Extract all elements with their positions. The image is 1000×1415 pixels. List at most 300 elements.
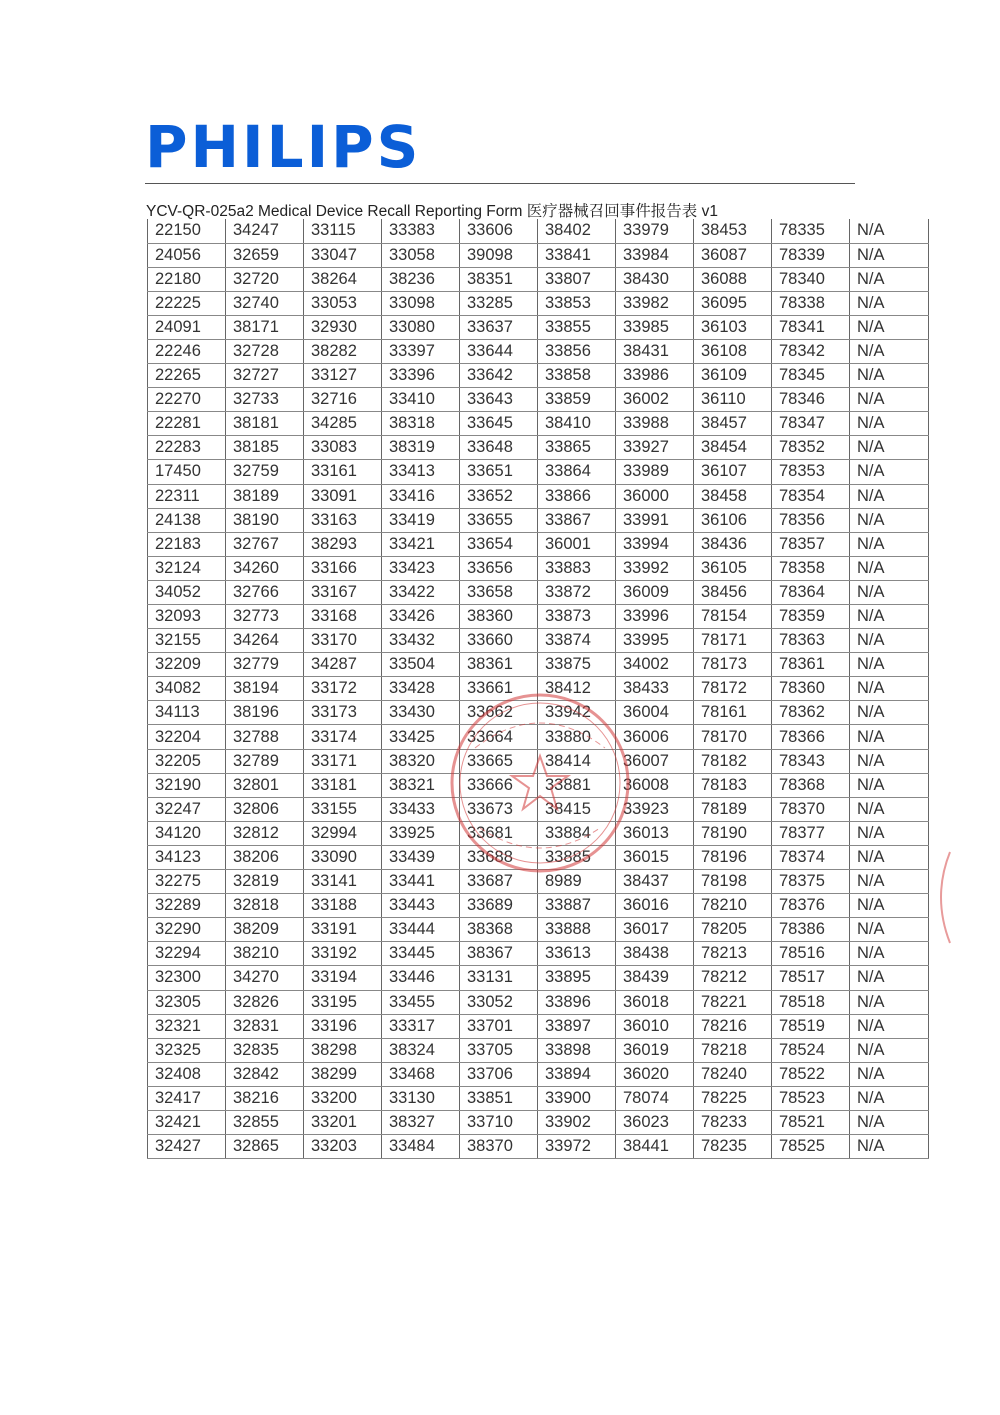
serial-number-cell: 33866 [538, 484, 616, 508]
serial-number-cell: 32720 [226, 267, 304, 291]
serial-number-cell: 33423 [382, 556, 460, 580]
serial-number-cell: 78357 [772, 532, 850, 556]
serial-number-cell: 33807 [538, 267, 616, 291]
serial-number-cell: 33194 [304, 966, 382, 990]
serial-number-cell: 78235 [694, 1135, 772, 1159]
status-cell: N/A [850, 243, 929, 267]
status-cell: N/A [850, 1038, 929, 1062]
serial-number-cell: 78233 [694, 1110, 772, 1134]
serial-number-cell: 38414 [538, 749, 616, 773]
serial-number-cell: 32209 [148, 653, 226, 677]
serial-number-cell: 33195 [304, 990, 382, 1014]
serial-number-cell: 33856 [538, 339, 616, 363]
table-row [148, 677, 929, 701]
serial-number-cell: 33642 [460, 364, 538, 388]
serial-number-cell: 33995 [616, 629, 694, 653]
status-cell: N/A [850, 1135, 929, 1159]
status-cell: N/A [850, 749, 929, 773]
serial-number-cell: 78516 [772, 942, 850, 966]
serial-number-cell: 38194 [226, 677, 304, 701]
serial-number-cell: 78190 [694, 821, 772, 845]
serial-number-cell: 38438 [616, 942, 694, 966]
serial-number-cell: 32290 [148, 918, 226, 942]
serial-number-cell: 33141 [304, 870, 382, 894]
table-row [148, 894, 929, 918]
serial-number-cell: 32205 [148, 749, 226, 773]
status-cell: N/A [850, 1062, 929, 1086]
serial-number-cell: 22265 [148, 364, 226, 388]
serial-number-cell: 78523 [772, 1086, 850, 1110]
serial-number-cell: 33433 [382, 797, 460, 821]
serial-number-cell: 32801 [226, 773, 304, 797]
form-title: YCV-QR-025a2 Medical Device Recall Reporting Form 医疗器械召回事件报告表 v1 [146, 203, 718, 220]
serial-number-cell: 78074 [616, 1086, 694, 1110]
serial-number-cell: 78359 [772, 605, 850, 629]
serial-number-cell: 32728 [226, 339, 304, 363]
philips-logo: PHILIPS [145, 113, 422, 181]
serial-number-cell: 32305 [148, 990, 226, 1014]
serial-number-cell: 78218 [694, 1038, 772, 1062]
serial-number-cell: 22225 [148, 291, 226, 315]
serial-number-cell: 33443 [382, 894, 460, 918]
serial-number-cell: 78353 [772, 460, 850, 484]
serial-number-cell: 78360 [772, 677, 850, 701]
status-cell: N/A [850, 532, 929, 556]
partial-seal-edge [930, 850, 952, 945]
serial-number-cell: 33047 [304, 243, 382, 267]
status-cell: N/A [850, 845, 929, 869]
serial-number-cell: 33992 [616, 556, 694, 580]
serial-number-cell: 33927 [616, 436, 694, 460]
serial-number-cell: 33441 [382, 870, 460, 894]
serial-number-cell: 78216 [694, 1014, 772, 1038]
serial-number-cell: 33661 [460, 677, 538, 701]
serial-number-cell: 33421 [382, 532, 460, 556]
serial-number-cell: 78518 [772, 990, 850, 1014]
table-row [148, 460, 929, 484]
serial-number-cell: 78240 [694, 1062, 772, 1086]
serial-number-cell: 33613 [538, 942, 616, 966]
status-cell: N/A [850, 942, 929, 966]
serial-number-cell: 36016 [616, 894, 694, 918]
serial-number-cell: 33897 [538, 1014, 616, 1038]
status-cell: N/A [850, 677, 929, 701]
serial-number-cell: 32417 [148, 1086, 226, 1110]
status-cell: N/A [850, 701, 929, 725]
status-cell: N/A [850, 436, 929, 460]
serial-number-cell: 33656 [460, 556, 538, 580]
table-row [148, 629, 929, 653]
serial-number-cell: 78340 [772, 267, 850, 291]
table-body [148, 219, 929, 1159]
serial-number-cell: 33706 [460, 1062, 538, 1086]
serial-number-cell: 78335 [772, 219, 850, 243]
serial-number-cell: 33192 [304, 942, 382, 966]
serial-number-cell: 33880 [538, 725, 616, 749]
serial-number-cell: 38361 [460, 653, 538, 677]
table-row [148, 291, 929, 315]
serial-number-cell: 33654 [460, 532, 538, 556]
status-cell: N/A [850, 315, 929, 339]
status-cell: N/A [850, 1086, 929, 1110]
serial-number-cell: 33658 [460, 580, 538, 604]
status-cell: N/A [850, 1110, 929, 1134]
serial-number-cell: 38319 [382, 436, 460, 460]
serial-number-cell: 38236 [382, 267, 460, 291]
serial-number-cell: 33504 [382, 653, 460, 677]
serial-number-cell: 33982 [616, 291, 694, 315]
serial-number-cell: 33422 [382, 580, 460, 604]
status-cell: N/A [850, 966, 929, 990]
serial-number-cell: 32204 [148, 725, 226, 749]
serial-number-cell: 33174 [304, 725, 382, 749]
serial-number-cell: 38441 [616, 1135, 694, 1159]
serial-number-cell: 78205 [694, 918, 772, 942]
serial-number-cell: 38456 [694, 580, 772, 604]
table-row [148, 1086, 929, 1110]
serial-number-cell: 33413 [382, 460, 460, 484]
serial-number-cell: 33285 [460, 291, 538, 315]
serial-number-cell: 33855 [538, 315, 616, 339]
serial-number-cell: 33881 [538, 773, 616, 797]
serial-number-cell: 33984 [616, 243, 694, 267]
serial-number-cell: 38189 [226, 484, 304, 508]
serial-number-cell: 32190 [148, 773, 226, 797]
serial-number-cell: 38402 [538, 219, 616, 243]
serial-number-cell: 33660 [460, 629, 538, 653]
serial-number-cell: 33201 [304, 1110, 382, 1134]
serial-number-cell: 22283 [148, 436, 226, 460]
serial-number-cell: 36088 [694, 267, 772, 291]
serial-number-cell: 33655 [460, 508, 538, 532]
serial-number-cell: 78225 [694, 1086, 772, 1110]
header-divider [145, 183, 855, 184]
serial-number-cell: 38412 [538, 677, 616, 701]
serial-number-cell: 33455 [382, 990, 460, 1014]
serial-number-cell: 33425 [382, 725, 460, 749]
table-row [148, 243, 929, 267]
serial-number-cell: 33643 [460, 388, 538, 412]
serial-number-cell: 32779 [226, 653, 304, 677]
serial-number-cell: 33052 [460, 990, 538, 1014]
serial-number-cell: 36002 [616, 388, 694, 412]
serial-number-cell: 36019 [616, 1038, 694, 1062]
serial-number-cell: 33925 [382, 821, 460, 845]
serial-number-cell: 32275 [148, 870, 226, 894]
serial-number-cell: 33898 [538, 1038, 616, 1062]
status-cell: N/A [850, 460, 929, 484]
serial-number-cell: 33098 [382, 291, 460, 315]
serial-number-cell: 38436 [694, 532, 772, 556]
serial-number-cell: 78171 [694, 629, 772, 653]
table-row [148, 484, 929, 508]
serial-number-cell: 38368 [460, 918, 538, 942]
serial-number-cell: 32294 [148, 942, 226, 966]
table-row [148, 701, 929, 725]
serial-number-cell: 32766 [226, 580, 304, 604]
serial-number-cell: 38185 [226, 436, 304, 460]
serial-number-cell: 78172 [694, 677, 772, 701]
serial-number-cell: 33484 [382, 1135, 460, 1159]
serial-number-cell: 36010 [616, 1014, 694, 1038]
table-row [148, 1038, 929, 1062]
serial-number-cell: 33979 [616, 219, 694, 243]
serial-number-cell: 36109 [694, 364, 772, 388]
serial-number-cell: 33701 [460, 1014, 538, 1038]
serial-number-cell: 32733 [226, 388, 304, 412]
serial-number-cell: 33083 [304, 436, 382, 460]
serial-number-cell: 32994 [304, 821, 382, 845]
serial-number-cell: 33090 [304, 845, 382, 869]
serial-number-cell: 33166 [304, 556, 382, 580]
serial-number-cell: 38196 [226, 701, 304, 725]
serial-number-cell: 8989 [538, 870, 616, 894]
serial-number-cell: 32740 [226, 291, 304, 315]
status-cell: N/A [850, 339, 929, 363]
serial-number-cell: 17450 [148, 460, 226, 484]
serial-number-cell: 32421 [148, 1110, 226, 1134]
serial-number-cell: 36006 [616, 725, 694, 749]
serial-number-cell: 33430 [382, 701, 460, 725]
serial-number-cell: 33191 [304, 918, 382, 942]
serial-number-cell: 36009 [616, 580, 694, 604]
serial-number-cell: 38415 [538, 797, 616, 821]
serial-number-cell: 33665 [460, 749, 538, 773]
status-cell: N/A [850, 556, 929, 580]
serial-number-cell: 22281 [148, 412, 226, 436]
serial-number-cell: 33902 [538, 1110, 616, 1134]
status-cell: N/A [850, 291, 929, 315]
serial-number-cell: 36008 [616, 773, 694, 797]
serial-number-cell: 78368 [772, 773, 850, 797]
table-row [148, 219, 929, 243]
table-row [148, 749, 929, 773]
serial-number-cell: 33874 [538, 629, 616, 653]
serial-number-cell: 32659 [226, 243, 304, 267]
serial-number-cell: 78519 [772, 1014, 850, 1038]
serial-number-cell: 33888 [538, 918, 616, 942]
table-row [148, 556, 929, 580]
serial-number-cell: 33173 [304, 701, 382, 725]
serial-number-cell: 38439 [616, 966, 694, 990]
serial-number-cell: 34123 [148, 845, 226, 869]
serial-number-cell: 34270 [226, 966, 304, 990]
serial-number-cell: 32767 [226, 532, 304, 556]
serial-number-cell: 38320 [382, 749, 460, 773]
serial-number-cell: 33606 [460, 219, 538, 243]
table-row [148, 821, 929, 845]
serial-number-cell: 36105 [694, 556, 772, 580]
table-row [148, 364, 929, 388]
serial-number-cell: 78361 [772, 653, 850, 677]
serial-number-cell: 33875 [538, 653, 616, 677]
serial-number-cell: 38370 [460, 1135, 538, 1159]
serial-number-cell: 38298 [304, 1038, 382, 1062]
serial-number-cell: 32842 [226, 1062, 304, 1086]
serial-number-cell: 33986 [616, 364, 694, 388]
serial-number-cell: 33432 [382, 629, 460, 653]
serial-number-cell: 33637 [460, 315, 538, 339]
serial-number-cell: 33131 [460, 966, 538, 990]
serial-number-cell: 33648 [460, 436, 538, 460]
serial-number-cell: 32819 [226, 870, 304, 894]
serial-number-cell: 33445 [382, 942, 460, 966]
serial-number-cell: 34247 [226, 219, 304, 243]
serial-number-cell: 33080 [382, 315, 460, 339]
serial-number-cell: 78377 [772, 821, 850, 845]
table-row [148, 315, 929, 339]
status-cell: N/A [850, 605, 929, 629]
serial-number-cell: 33687 [460, 870, 538, 894]
serial-number-cell: 33428 [382, 677, 460, 701]
serial-number-cell: 78352 [772, 436, 850, 460]
table-row [148, 1062, 929, 1086]
serial-number-cell: 78170 [694, 725, 772, 749]
status-cell: N/A [850, 484, 929, 508]
serial-number-cell: 22150 [148, 219, 226, 243]
serial-number-cell: 78212 [694, 966, 772, 990]
serial-number-cell: 78210 [694, 894, 772, 918]
serial-number-cell: 33942 [538, 701, 616, 725]
serial-number-cell: 36108 [694, 339, 772, 363]
serial-number-cell: 33652 [460, 484, 538, 508]
serial-number-cell: 32247 [148, 797, 226, 821]
serial-number-cell: 38433 [616, 677, 694, 701]
serial-number-cell: 36015 [616, 845, 694, 869]
status-cell: N/A [850, 821, 929, 845]
serial-number-cell: 78524 [772, 1038, 850, 1062]
serial-number-cell: 33887 [538, 894, 616, 918]
serial-number-cell: 33439 [382, 845, 460, 869]
serial-number-cell: 33681 [460, 821, 538, 845]
serial-number-cell: 33426 [382, 605, 460, 629]
serial-number-cell: 33883 [538, 556, 616, 580]
serial-number-cell: 22270 [148, 388, 226, 412]
serial-number-cell: 32818 [226, 894, 304, 918]
table-row [148, 339, 929, 363]
status-cell: N/A [850, 629, 929, 653]
table-row [148, 918, 929, 942]
serial-number-cell: 36013 [616, 821, 694, 845]
serial-number-cell: 38454 [694, 436, 772, 460]
serial-number-cell: 36004 [616, 701, 694, 725]
serial-number-cell: 32865 [226, 1135, 304, 1159]
serial-number-cell: 33885 [538, 845, 616, 869]
serial-number-cell: 32289 [148, 894, 226, 918]
status-cell: N/A [850, 508, 929, 532]
serial-number-cell: 33444 [382, 918, 460, 942]
table-row [148, 605, 929, 629]
serial-number-cell: 22311 [148, 484, 226, 508]
status-cell: N/A [850, 870, 929, 894]
serial-number-cell: 33115 [304, 219, 382, 243]
table-row [148, 1110, 929, 1134]
serial-number-cell: 33396 [382, 364, 460, 388]
serial-number-cell: 33853 [538, 291, 616, 315]
serial-number-cell: 32727 [226, 364, 304, 388]
status-cell: N/A [850, 580, 929, 604]
serial-number-cell: 36000 [616, 484, 694, 508]
table-row [148, 412, 929, 436]
serial-number-cell: 32831 [226, 1014, 304, 1038]
table-row [148, 845, 929, 869]
serial-number-cell: 32812 [226, 821, 304, 845]
serial-number-cell: 32826 [226, 990, 304, 1014]
serial-number-cell: 38216 [226, 1086, 304, 1110]
serial-number-cell: 78356 [772, 508, 850, 532]
serial-number-cell: 33188 [304, 894, 382, 918]
serial-number-cell: 78189 [694, 797, 772, 821]
status-cell: N/A [850, 894, 929, 918]
serial-number-cell: 78366 [772, 725, 850, 749]
serial-number-cell: 33091 [304, 484, 382, 508]
serial-number-cell: 33872 [538, 580, 616, 604]
serial-number-cell: 78221 [694, 990, 772, 1014]
serial-number-cell: 33664 [460, 725, 538, 749]
serial-number-cell: 24091 [148, 315, 226, 339]
serial-number-cell: 78154 [694, 605, 772, 629]
serial-number-cell: 38453 [694, 219, 772, 243]
serial-number-cell: 78173 [694, 653, 772, 677]
serial-number-cell: 36007 [616, 749, 694, 773]
serial-number-cell: 38299 [304, 1062, 382, 1086]
serial-number-cell: 33900 [538, 1086, 616, 1110]
serial-number-cell: 78362 [772, 701, 850, 725]
serial-number-cell: 33988 [616, 412, 694, 436]
serial-number-cell: 33170 [304, 629, 382, 653]
serial-number-cell: 32408 [148, 1062, 226, 1086]
table-row [148, 797, 929, 821]
serial-number-cell: 33419 [382, 508, 460, 532]
serial-number-cell: 34120 [148, 821, 226, 845]
status-cell: N/A [850, 364, 929, 388]
table-row [148, 436, 929, 460]
serial-number-cell: 33416 [382, 484, 460, 508]
serial-number-cell: 33972 [538, 1135, 616, 1159]
serial-number-cell: 78376 [772, 894, 850, 918]
serial-number-cell: 78522 [772, 1062, 850, 1086]
table-row [148, 267, 929, 291]
serial-number-cell: 36017 [616, 918, 694, 942]
serial-number-cell: 33127 [304, 364, 382, 388]
serial-number-cell: 32427 [148, 1135, 226, 1159]
serial-number-cell: 33666 [460, 773, 538, 797]
serial-number-cell: 33446 [382, 966, 460, 990]
serial-number-cell: 33644 [460, 339, 538, 363]
serial-number-cell: 33894 [538, 1062, 616, 1086]
serial-number-cell: 33130 [382, 1086, 460, 1110]
serial-number-cell: 78346 [772, 388, 850, 412]
serial-number-cell: 78521 [772, 1110, 850, 1134]
serial-number-cell: 78183 [694, 773, 772, 797]
serial-number-cell: 36095 [694, 291, 772, 315]
serial-number-cell: 32930 [304, 315, 382, 339]
serial-number-cell: 78343 [772, 749, 850, 773]
serial-number-cell: 78370 [772, 797, 850, 821]
serial-number-cell: 38367 [460, 942, 538, 966]
serial-number-cell: 32788 [226, 725, 304, 749]
table-row [148, 653, 929, 677]
serial-number-cell: 32093 [148, 605, 226, 629]
serial-number-cell: 38324 [382, 1038, 460, 1062]
serial-number-cell: 34285 [304, 412, 382, 436]
serial-number-cell: 33168 [304, 605, 382, 629]
serial-number-cell: 32789 [226, 749, 304, 773]
serial-number-cell: 33896 [538, 990, 616, 1014]
recall-serial-table [147, 219, 929, 1159]
serial-number-cell: 33989 [616, 460, 694, 484]
serial-number-cell: 32325 [148, 1038, 226, 1062]
